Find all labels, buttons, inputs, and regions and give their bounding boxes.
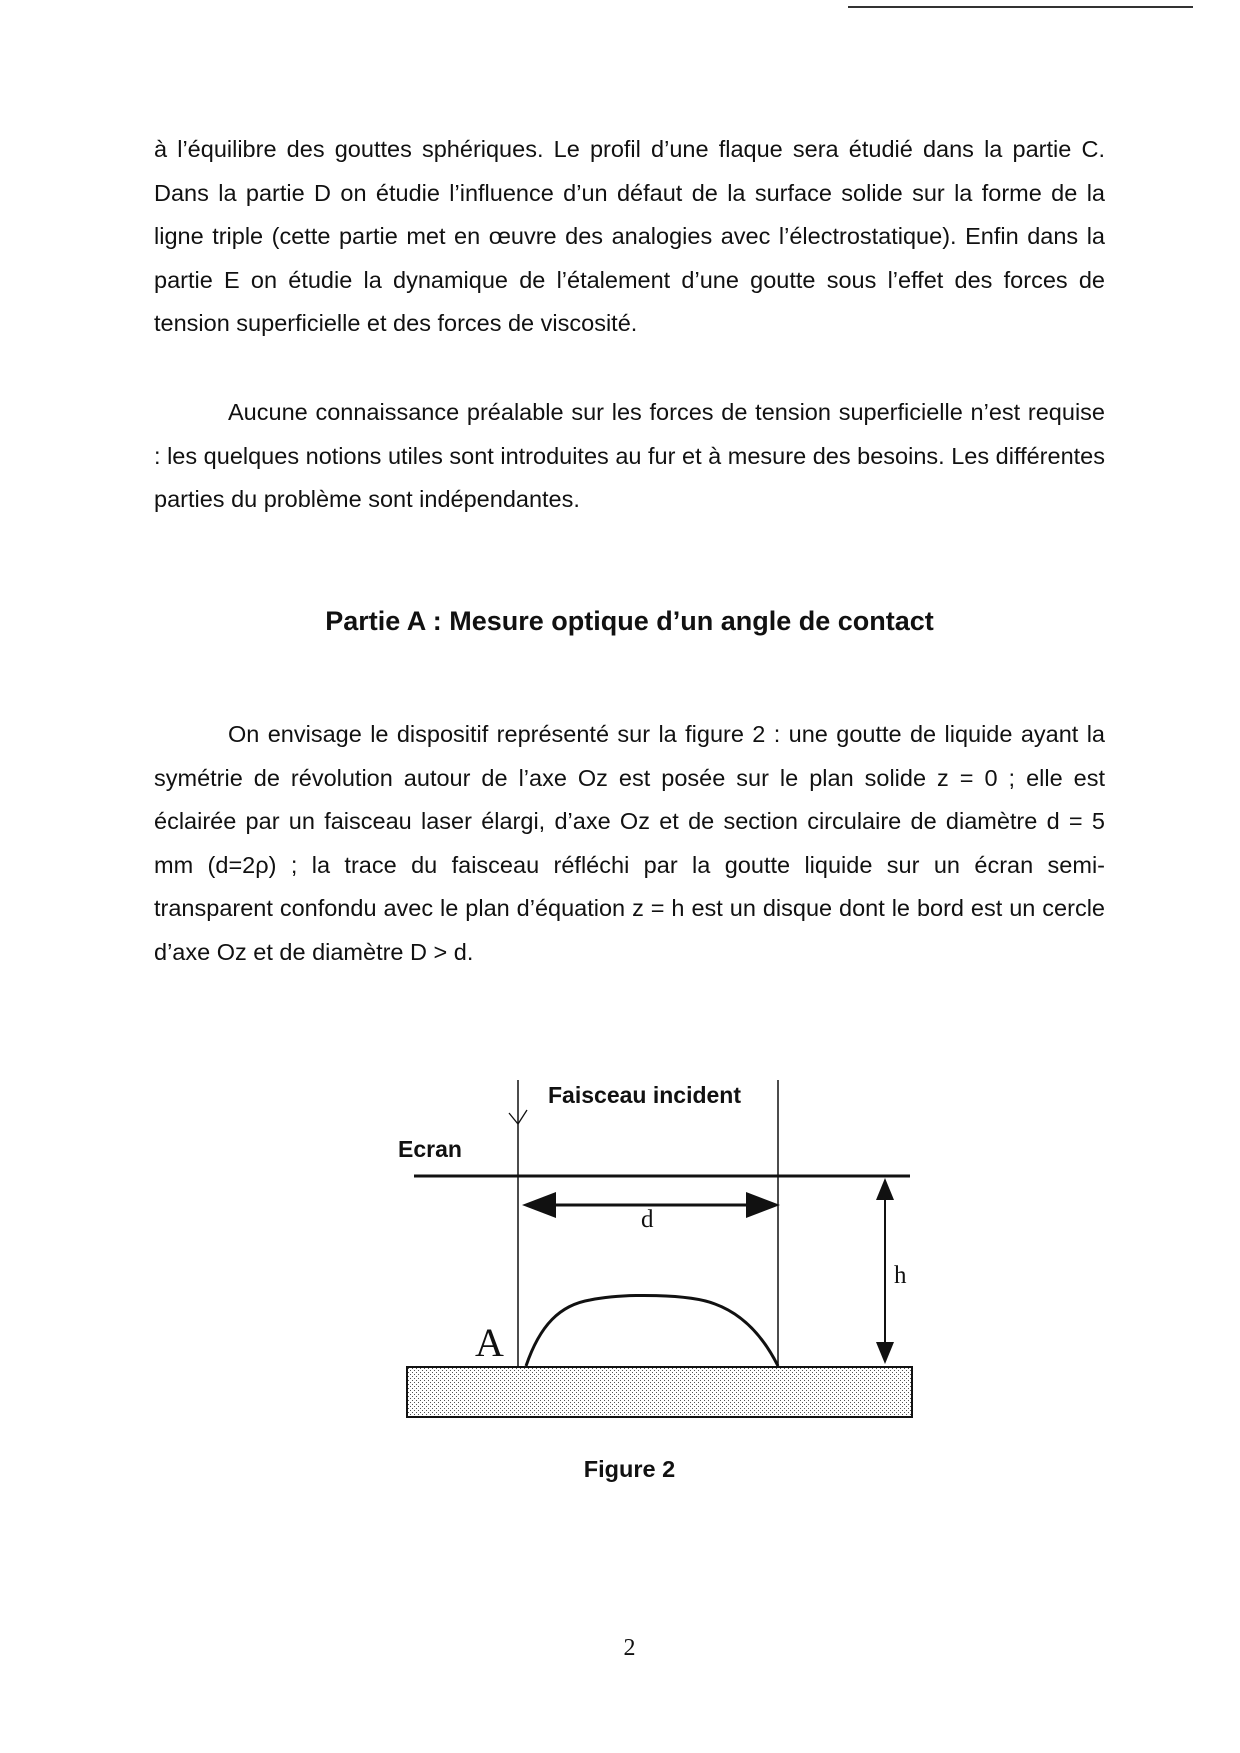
label-faisceau-incident: Faisceau incident — [548, 1082, 742, 1108]
h-arrow-bottom-head — [876, 1342, 894, 1364]
label-ecran: Ecran — [398, 1136, 462, 1162]
d-arrow-right-head — [746, 1192, 780, 1218]
section-title-partie-a: Partie A : Mesure optique d’un angle de contact — [325, 606, 934, 636]
label-h: h — [894, 1262, 907, 1289]
paragraph-intro-parts: à l’équilibre des gouttes sphériques. Le profil d’une flaque sera étudié dans la partie C. Dans la partie D on étudie l’influence d’un défaut de la surface solide sur la forme de la ligne triple (cette partie met en œuvre des analogies avec l’électrostatique). Enfin dans la partie E on étudie la dynamique de l’étalement d’une goutte sous l’effet des forces de tension superficielle et des forces de viscosité. — [154, 136, 1105, 336]
d-arrow-left-head — [522, 1192, 556, 1218]
page-number: 2 — [623, 1635, 636, 1661]
solid-substrate — [407, 1367, 912, 1417]
h-arrow-top-head — [876, 1178, 894, 1200]
figure-caption: Figure 2 — [583, 1456, 676, 1482]
liquid-drop-profile — [526, 1295, 778, 1366]
label-d: d — [641, 1206, 654, 1233]
paragraph-prerequisites: Aucune connaissance préalable sur les forces de tension superficielle n’est requise : les quelques notions utiles sont introduites au fur et à mesure des besoins. Les différentes parties du problème sont indépendantes. — [154, 399, 1105, 512]
label-point-a: A — [475, 1320, 504, 1365]
paragraph-dispositif: On envisage le dispositif représenté sur la figure 2 : une goutte de liquide ayant la symétrie de révolution autour de l’axe Oz est posée sur le plan solide z = 0 ; elle est éclairée par un faisceau laser élargi, d’axe Oz et de section circulaire de diamètre d = 5 mm (d=2ρ) ; la trace du faisceau réfléchi par la goutte liquide sur un écran semi-transparent confondu avec le plan d’équation z = h est un disque dont le bord est un cercle d’axe Oz et de diamètre D > d. — [154, 721, 1105, 965]
